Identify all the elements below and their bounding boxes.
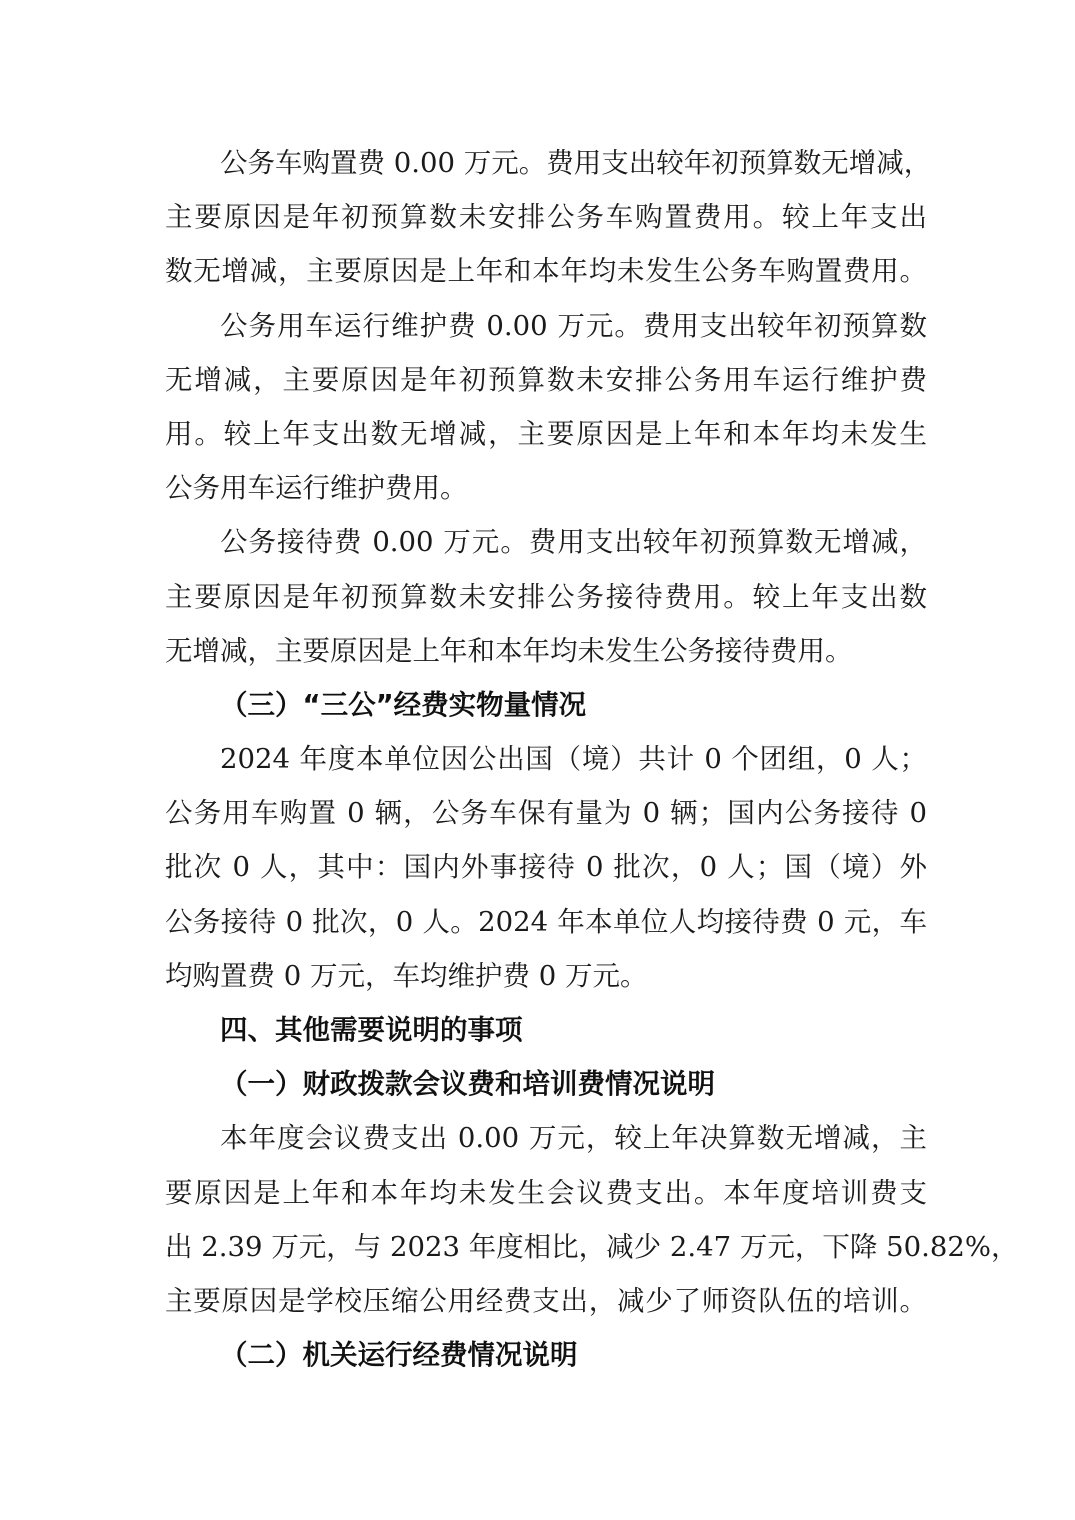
- text-line: 批次 0 人，其中：国内外事接待 0 批次，0 人；国（境）外: [165, 851, 927, 884]
- text-line: 主要原因是学校压缩公用经费支出，减少了师资队伍的培训。: [165, 1284, 927, 1317]
- subheading: （三）“三公”经费实物量情况: [220, 688, 587, 721]
- text-line: 无增减，主要原因是年初预算数未安排公务用车运行维护费: [165, 363, 927, 396]
- text-line: 本年度会议费支出 0.00 万元，较上年决算数无增减，主: [220, 1122, 927, 1155]
- text-line: 2024 年度本单位因公出国（境）共计 0 个团组，0 人；: [220, 743, 927, 776]
- text-line: 数无增减，主要原因是上年和本年均未发生公务车购置费用。: [165, 255, 927, 288]
- text-line: 均购置费 0 万元，车均维护费 0 万元。: [165, 959, 648, 992]
- text-line: 公务用车运行维护费用。: [165, 472, 468, 505]
- text-line: 公务用车购置 0 辆，公务车保有量为 0 辆；国内公务接待 0: [165, 797, 927, 830]
- text-line: 公务车购置费 0.00 万元。费用支出较年初预算数无增减，: [220, 147, 932, 179]
- document-body: [165, 136, 1019, 1382]
- text-line: 公务用车运行维护费 0.00 万元。费用支出较年初预算数: [220, 309, 927, 342]
- text-line: 无增减，主要原因是上年和本年均未发生公务接待费用。: [165, 634, 853, 667]
- text-line: 要原因是上年和本年均未发生会议费支出。本年度培训费支: [165, 1176, 927, 1209]
- text-line: 公务接待费 0.00 万元。费用支出较年初预算数无增减，: [220, 526, 927, 559]
- text-line: 主要原因是年初预算数未安排公务接待费用。较上年支出数: [165, 580, 927, 613]
- text-line: 主要原因是年初预算数未安排公务车购置费用。较上年支出: [165, 201, 927, 234]
- text-line: 用。较上年支出数无增减，主要原因是上年和本年均未发生: [165, 417, 927, 450]
- subheading: （二）机关运行经费情况说明: [220, 1339, 578, 1372]
- section-heading: 四、其他需要说明的事项: [220, 1014, 523, 1046]
- subheading: （一）财政拨款会议费和培训费情况说明: [220, 1068, 715, 1101]
- text-line: 出 2.39 万元，与 2023 年度相比，减少 2.47 万元，下降 50.82%，: [165, 1230, 1019, 1263]
- text-line: 公务接待 0 批次，0 人。2024 年本单位人均接待费 0 元，车: [165, 905, 927, 938]
